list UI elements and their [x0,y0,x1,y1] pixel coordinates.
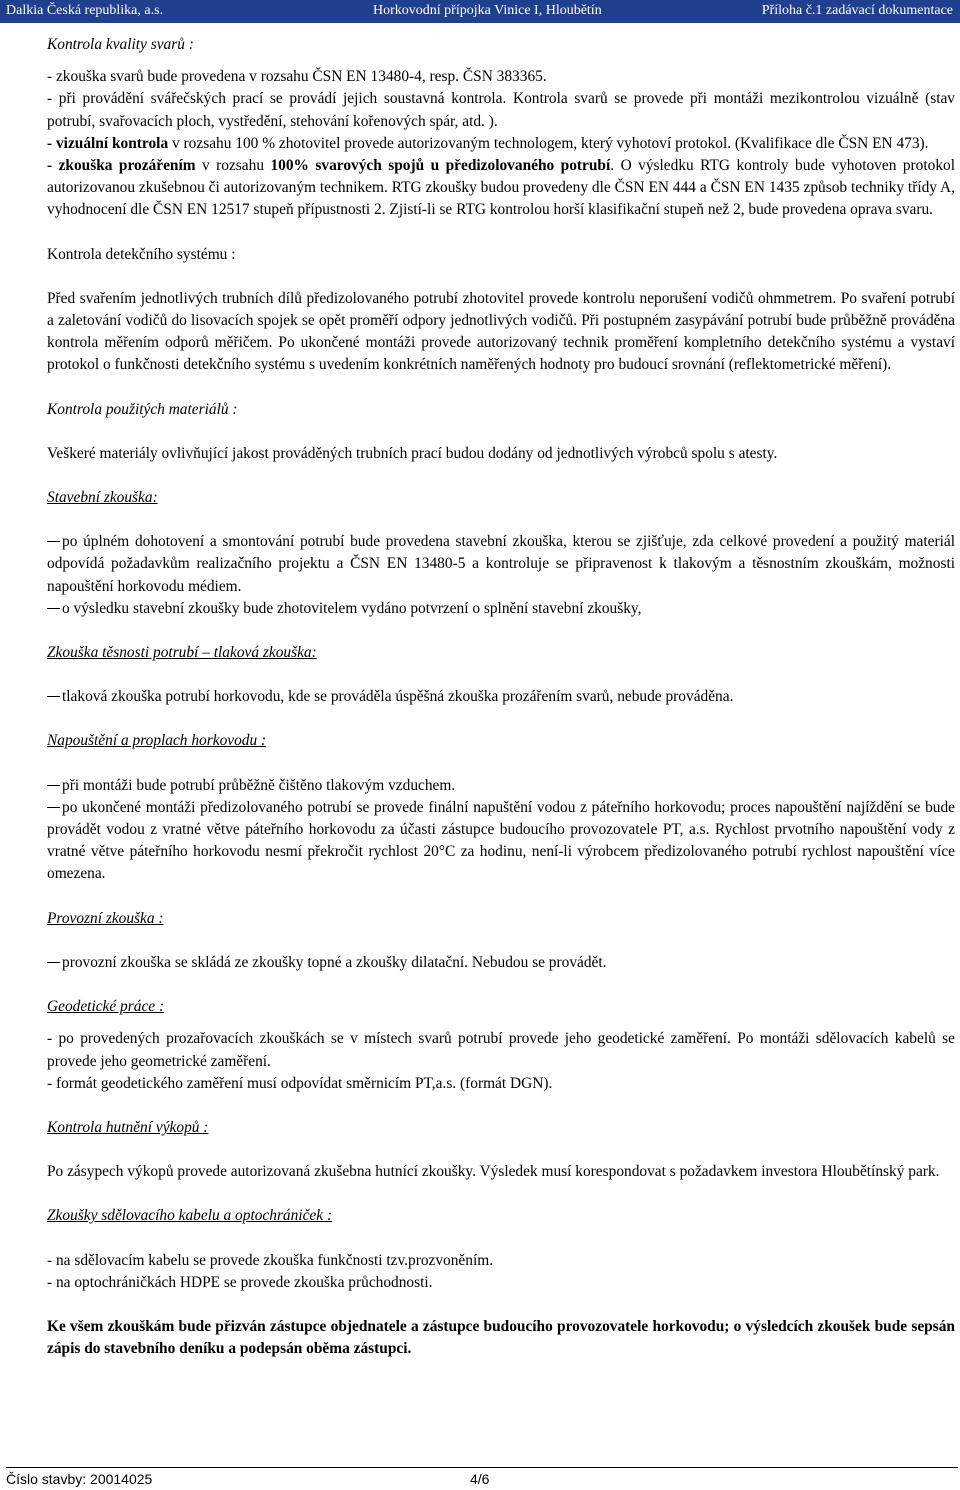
page-footer [6,1467,958,1487]
bold-text: - zkouška prozářením [47,157,196,175]
section-heading: Zkoušky sdělovacího kabelu a optochrániček : [47,1207,333,1225]
section-stavebni [47,487,955,620]
list-item [47,952,955,974]
paragraph: - po provedených prozařovacích zkouškách se v místech svarů potrubí provede jeho geodetické zaměření. Po montáži sdělovacích kabelů se provede jeho geometrické zaměření. [47,1030,955,1070]
header-attachment: Příloha č.1 zadávací dokumentace [761,3,953,18]
footer-page-number: 4/6 [470,1471,490,1487]
section-tesnost [47,642,955,708]
list-item [47,797,955,886]
text: v rozsahu 100 % zhotovitel provede autorizovaným technologem, který vyhotoví protokol. (Kvalifikace dle ČSN EN 473). [168,134,929,152]
section-heading: Kontrola použitých materiálů : [47,400,238,418]
dash-bullet [47,962,60,963]
header-company: Dalkia Česká republika, a.s. [6,3,164,18]
page-header [0,0,960,23]
paragraph: - na sdělovacím kabelu se provede zkouška funkčnosti tzv.prozvoněním. [47,1251,494,1269]
text: o výsledku stavební zkoušky bude zhotovitelem vydáno potvrzení o splnění stavební zkoušky, [62,599,642,617]
section-provozni [47,908,955,974]
section-heading: Kontrola hutnění výkopů : [47,1118,209,1136]
section-napousteni [47,730,955,885]
paragraph: - na optochráničkách HDPE se provede zkouška průchodnosti. [47,1273,433,1291]
paragraph [47,155,955,222]
paragraph: - formát geodetického zaměření musí odpovídat směrnicím PT,a.s. (formát DGN). [47,1074,553,1092]
section-detekce [47,244,955,377]
section-heading: Provozní zkouška : [47,909,164,927]
section-heading: Kontrola detekčního systému : [47,245,236,263]
list-item [47,531,955,598]
bold-text: - vizuální kontrola [47,134,169,152]
section-svary [47,34,955,222]
dash-bullet [47,807,60,808]
paragraph: Veškeré materiály ovlivňující jakost prováděných trubních prací budou dodány od jednotlivých výrobců spolu s atesty. [47,444,778,462]
paragraph: Po zásypech výkopů provede autorizovaná zkušebna hutnící zkoušky. Výsledek musí korespondovat s požadavkem investora Hloubětínský park. [47,1163,940,1181]
list-item [47,686,955,708]
document-body [47,34,955,1360]
text: provozní zkouška se skládá ze zkoušky topné a zkoušky dilatační. Nebudou se provádět. [62,953,607,971]
section-geodeticke [47,996,955,1095]
bold-text: 100% svarových spojů u předizolovaného potrubí [270,157,611,175]
text: tlaková zkouška potrubí horkovodu, kde se prováděla úspěšná zkouška prozářením svarů, nebude prováděna. [62,688,734,706]
dash-bullet [47,608,60,609]
paragraph: - zkouška svarů bude provedena v rozsahu ČSN EN 13480-4, resp. ČSN 383365. [47,68,547,86]
paragraph: - při provádění svářečských prací se provádí jejich soustavná kontrola. Kontrola svarů se provede při montáži mezikontrolou vizuálně (stav potrubí, svařovacích ploch, vystředění, stehování kořenových spár, atd. ). [47,90,955,130]
dash-bullet [47,785,60,786]
footer-project-number: Číslo stavby: 20014025 [6,1471,153,1487]
text: po ukončené montáži předizolovaného potrubí se provede finální napuštění vodou z páteřního horkovodu; proces napouštění najíždění se bude provádět vodou z vratné větve páteřního horkovodu za účasti zástupce budoucího provozovatele PT, a.s. Rychlost prvotního napouštění vody z vratné větve páteřního horkovodu nesmí překročit rychlost 20°C za hodinu, není-li výrobcem předizolovaného potrubí rychlost napouštění více omezena. [47,798,955,883]
section-heading: Geodetické práce : [47,998,165,1016]
section-materialy [47,399,955,465]
section-heading: Kontrola kvality svarů : [47,36,194,53]
dash-bullet [47,696,60,697]
list-item [47,598,955,620]
list-item [47,775,955,797]
section-kabel [47,1205,955,1294]
paragraph [47,133,955,155]
paragraph: Před svařením jednotlivých trubních dílů předizolovaného potrubí zhotovitel provede kontrolu neporušení vodičů ohmmetrem. Po svaření potrubí a zaletování vodičů do lisovacích spojek se opět proměří odpory jednotlivých vodičů. Při postupném zasypávání potrubí bude průběžně prováděna kontrola měřením odporů měřičem. Po ukončené montáži provede autorizovaný technik proměření kompletního detekčního systému a vystaví protokol o funkčnosti detekčního systému s uvedením konkrétních naměřených hodnoty pro budoucí srovnání (reflektometrické měření). [47,289,955,374]
text: při montáži bude potrubí průběžně čištěno tlakovým vzduchem. [62,776,456,794]
dash-bullet [47,541,60,542]
section-heading: Stavební zkouška: [47,489,158,507]
text: v rozsahu [195,157,271,175]
header-project: Horkovodní přípojka Vinice I, Hloubětín [373,3,602,18]
section-heading: Napouštění a proplach horkovodu : [47,732,267,750]
section-heading: Zkouška těsnosti potrubí – tlaková zkouška: [47,644,317,662]
closing-statement: Ke všem zkouškám bude přizván zástupce objednatele a zástupce budoucího provozovatele horkovodu; o výsledcích zkoušek bude sepsán zápis do stavebního deníku a podepsán oběma zástupci. [47,1317,955,1358]
section-hutneni [47,1117,955,1183]
text: po úplném dohotovení a smontování potrubí bude provedena stavební zkouška, kterou se zjišťuje, zda celkové provedení a použitý materiál odpovídá požadavkům realizačního projektu a ČSN EN 13480-5 a kontroluje se připravenost k tlakovým a těsnostním zkouškám, možnosti napouštění horkovodu médiem. [47,533,955,595]
text: . O výsledku RTG kontroly bude vyhotoven protokol autorizovanou zkušebnou či autorizovaným technikem. RTG zkoušky budou provedeny dle ČSN EN 444 a ČSN EN 1435 způsob techniky třídy A, vyhodnocení dle ČSN EN 12517 stupeň přípustnosti 2. Zjistí-li se RTG kontrolou horší klasifikační stupeň než 2, bude provedena oprava svaru. [47,157,955,219]
